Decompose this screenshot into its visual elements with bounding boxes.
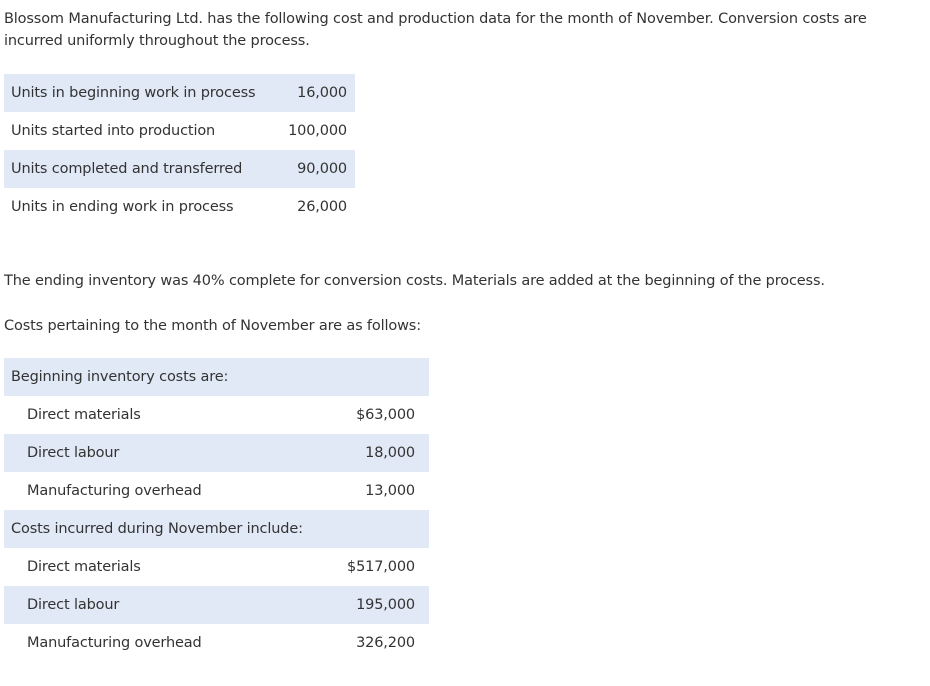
costs-incurred-heading: Costs incurred during November include: bbox=[4, 510, 341, 548]
cost-value: $517,000 bbox=[347, 559, 415, 575]
table-row bbox=[4, 510, 429, 548]
cost-value: 195,000 bbox=[341, 586, 429, 624]
units-label: Units started into production bbox=[11, 123, 216, 139]
units-label: Units in ending work in process bbox=[11, 199, 234, 215]
cost-label: Direct labour bbox=[4, 434, 341, 472]
table-row bbox=[4, 396, 429, 434]
units-value: 16,000 bbox=[269, 74, 355, 112]
cost-value: $63,000 bbox=[356, 407, 415, 423]
units-label: Units in beginning work in process bbox=[4, 74, 269, 112]
units-value: 100,000 bbox=[288, 123, 347, 139]
cost-value: 326,200 bbox=[356, 635, 415, 651]
table-row bbox=[4, 150, 355, 188]
table-row bbox=[4, 472, 429, 510]
units-value: 26,000 bbox=[297, 199, 347, 215]
cost-label: Direct materials bbox=[27, 559, 141, 575]
costs-table bbox=[4, 358, 429, 662]
intro-paragraph: Blossom Manufacturing Ltd. has the following cost and production data for the month of November. Conversion costs are incurred uniformly throughout the process. bbox=[4, 11, 867, 49]
costs-intro: Costs pertaining to the month of November are as follows: bbox=[4, 318, 421, 334]
units-label: Units completed and transferred bbox=[4, 150, 269, 188]
units-table bbox=[4, 74, 355, 226]
table-row bbox=[4, 586, 429, 624]
beginning-inventory-heading: Beginning inventory costs are: bbox=[4, 358, 341, 396]
cost-label: Manufacturing overhead bbox=[27, 635, 202, 651]
cost-value: 18,000 bbox=[341, 434, 429, 472]
units-value: 90,000 bbox=[269, 150, 355, 188]
table-row bbox=[4, 112, 355, 150]
cost-label: Direct materials bbox=[27, 407, 141, 423]
cost-label: Direct labour bbox=[4, 586, 341, 624]
table-row bbox=[4, 548, 429, 586]
table-row bbox=[4, 434, 429, 472]
cost-value: 13,000 bbox=[365, 483, 415, 499]
table-row bbox=[4, 188, 355, 226]
table-row bbox=[4, 358, 429, 396]
table-row bbox=[4, 74, 355, 112]
ending-inventory-note: The ending inventory was 40% complete for conversion costs. Materials are added at the beginning of the process. bbox=[4, 273, 825, 289]
table-row bbox=[4, 624, 429, 662]
cost-label: Manufacturing overhead bbox=[27, 483, 202, 499]
